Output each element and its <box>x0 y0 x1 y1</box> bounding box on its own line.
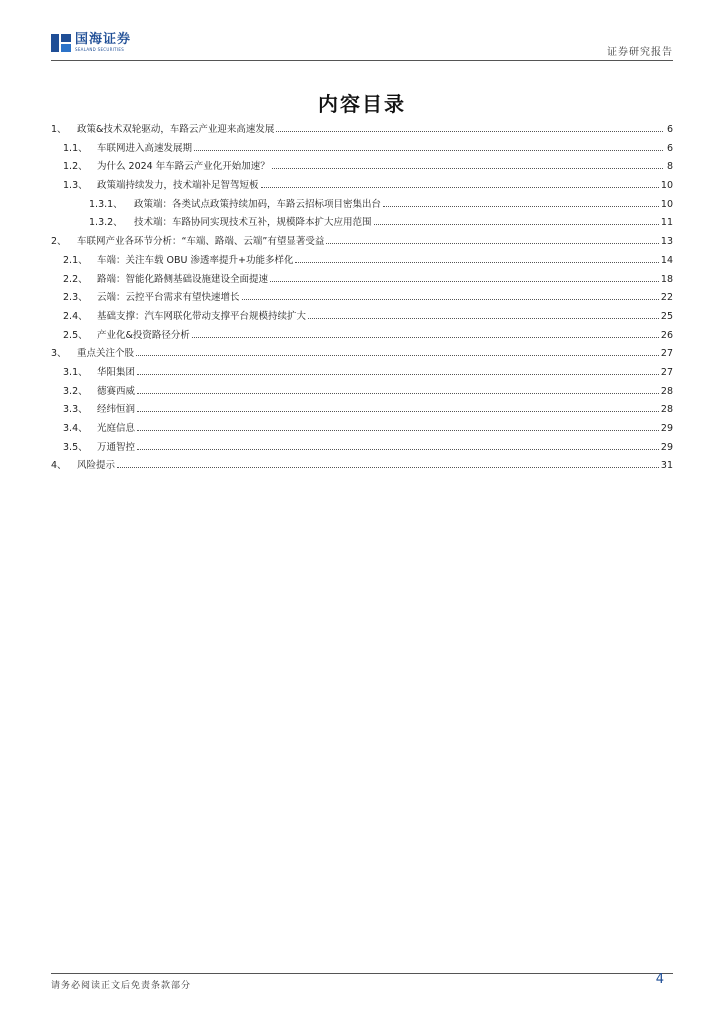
toc-entry-text: 经纬恒润 <box>97 404 136 416</box>
toc-entry-number: 1.2、 <box>63 161 88 173</box>
toc-entry-number: 2、 <box>51 236 67 248</box>
toc-entry[interactable] <box>51 308 673 327</box>
toc-entry-text: 车联网进入高速发展期 <box>97 142 193 154</box>
toc-entry[interactable] <box>51 345 673 364</box>
toc-entry-text: 为什么 2024 年车路云产业化开始加速？ <box>97 161 270 173</box>
toc-entry-number: 2.1、 <box>63 254 88 266</box>
toc-entry-page: 28 <box>660 404 673 416</box>
page-number: 4 <box>655 972 664 987</box>
toc-entry-page: 27 <box>660 366 673 378</box>
toc-entry[interactable] <box>51 401 673 420</box>
toc-entry-text: 路端：智能化路侧基础设施建设全面提速 <box>97 273 269 285</box>
toc-entry[interactable] <box>51 177 673 196</box>
toc-entry-text: 基础支撑：汽车网联化带动支撑平台规模持续扩大 <box>97 310 307 322</box>
toc-entry-page: 26 <box>660 329 673 341</box>
toc-entry-number: 3.5、 <box>63 441 88 453</box>
toc-entry-text: 华阳集团 <box>97 366 136 378</box>
toc-entry-page: 29 <box>660 441 673 453</box>
page-header <box>51 30 673 60</box>
toc-entry[interactable] <box>51 327 673 346</box>
toc-entry-number: 2.2、 <box>63 273 88 285</box>
toc-leader-dots <box>295 262 658 263</box>
toc-entry[interactable] <box>51 383 673 402</box>
toc-entry-number: 3.1、 <box>63 366 88 378</box>
toc-entry-text: 政策端持续发力，技术端补足智驾短板 <box>97 180 259 192</box>
toc-entry-number: 3.2、 <box>63 385 88 397</box>
toc-leader-dots <box>242 299 659 300</box>
toc-entry-page: 18 <box>660 273 673 285</box>
toc-entry[interactable] <box>51 214 673 233</box>
toc-entry-number: 2.4、 <box>63 310 88 322</box>
toc-entry-text: 车端：关注车载 OBU 渗透率提升+功能多样化 <box>97 254 294 266</box>
toc-entry[interactable] <box>51 439 673 458</box>
toc-entry-text: 风险提示 <box>77 460 116 472</box>
toc-entry-page: 6 <box>666 142 673 154</box>
toc-entry[interactable] <box>51 158 673 177</box>
table-of-contents <box>51 121 673 476</box>
toc-entry-text: 政策&技术双轮驱动，车路云产业迎来高速发展 <box>77 124 275 135</box>
toc-entry-number: 2.3、 <box>63 292 88 304</box>
toc-leader-dots <box>137 430 659 431</box>
toc-entry[interactable] <box>51 289 673 308</box>
toc-entry-number: 1、 <box>51 124 67 135</box>
toc-entry-page: 8 <box>666 161 673 173</box>
toc-entry-page: 28 <box>660 385 673 397</box>
report-type-label: 证券研究报告 <box>607 47 673 58</box>
toc-entry[interactable] <box>51 140 673 159</box>
toc-entry-text: 光庭信息 <box>97 423 136 434</box>
toc-leader-dots <box>272 168 663 169</box>
toc-leader-dots <box>136 355 659 356</box>
toc-entry[interactable] <box>51 364 673 383</box>
toc-entry-page: 29 <box>660 423 673 434</box>
toc-entry-page: 6 <box>666 124 673 135</box>
toc-entry-text: 技术端：车路协同实现技术互补，规模降本扩大应用范围 <box>134 217 372 229</box>
toc-entry[interactable] <box>51 233 673 252</box>
toc-entry-page: 14 <box>660 254 673 266</box>
footer-divider <box>51 973 673 974</box>
toc-leader-dots <box>276 131 663 132</box>
toc-title: 内容目录 <box>318 92 406 116</box>
toc-leader-dots <box>194 150 663 151</box>
toc-entry-text: 产业化&投资路径分析 <box>97 329 190 341</box>
logo-name-cn: 国海证券 <box>75 32 132 47</box>
toc-entry[interactable] <box>51 252 673 271</box>
toc-entry-number: 3.4、 <box>63 423 88 434</box>
toc-entry-page: 25 <box>660 310 673 322</box>
toc-entry-number: 1.3、 <box>63 180 88 192</box>
toc-entry[interactable] <box>51 121 673 140</box>
toc-leader-dots <box>137 393 659 394</box>
toc-entry-page: 13 <box>660 236 673 248</box>
header-divider <box>51 60 673 61</box>
toc-entry-number: 4、 <box>51 460 67 472</box>
toc-entry-page: 22 <box>660 292 673 304</box>
toc-entry[interactable] <box>51 457 673 476</box>
toc-entry-page: 10 <box>660 198 673 210</box>
toc-leader-dots <box>270 281 659 282</box>
logo-name-en: SEALAND SECURITIES <box>75 47 125 52</box>
logo-icon <box>51 34 71 52</box>
toc-leader-dots <box>137 374 659 375</box>
toc-entry-number: 1.3.2、 <box>89 217 123 229</box>
toc-entry-number: 3.3、 <box>63 404 88 416</box>
toc-entry-page: 10 <box>660 180 673 192</box>
toc-entry-page: 27 <box>660 348 673 360</box>
toc-leader-dots <box>137 449 659 450</box>
toc-entry-number: 3、 <box>51 348 67 360</box>
toc-leader-dots <box>117 467 659 468</box>
toc-entry[interactable] <box>51 196 673 215</box>
toc-leader-dots <box>261 187 659 188</box>
toc-entry-text: 德赛西威 <box>97 385 136 397</box>
toc-leader-dots <box>326 243 659 244</box>
toc-entry-number: 2.5、 <box>63 329 88 341</box>
toc-entry-text: 万通智控 <box>97 441 136 453</box>
toc-entry[interactable] <box>51 420 673 439</box>
toc-leader-dots <box>308 318 659 319</box>
toc-entry[interactable] <box>51 271 673 290</box>
toc-entry-text: 车联网产业各环节分析：“车端、路端、云端”有望显著受益 <box>77 236 325 248</box>
toc-entry-page: 31 <box>660 460 673 472</box>
toc-entry-number: 1.1、 <box>63 142 88 154</box>
footer-disclaimer: 请务必阅读正文后免责条款部分 <box>51 981 192 991</box>
toc-entry-page: 11 <box>660 217 673 229</box>
toc-entry-text: 云端：云控平台需求有望快速增长 <box>97 292 240 304</box>
toc-leader-dots <box>383 206 659 207</box>
toc-entry-text: 重点关注个股 <box>77 348 135 360</box>
toc-entry-text: 政策端：各类试点政策持续加码，车路云招标项目密集出台 <box>134 198 382 210</box>
toc-leader-dots <box>137 411 659 412</box>
toc-leader-dots <box>192 337 659 338</box>
company-logo <box>51 33 131 52</box>
toc-entry-number: 1.3.1、 <box>89 198 123 210</box>
toc-leader-dots <box>374 224 659 225</box>
